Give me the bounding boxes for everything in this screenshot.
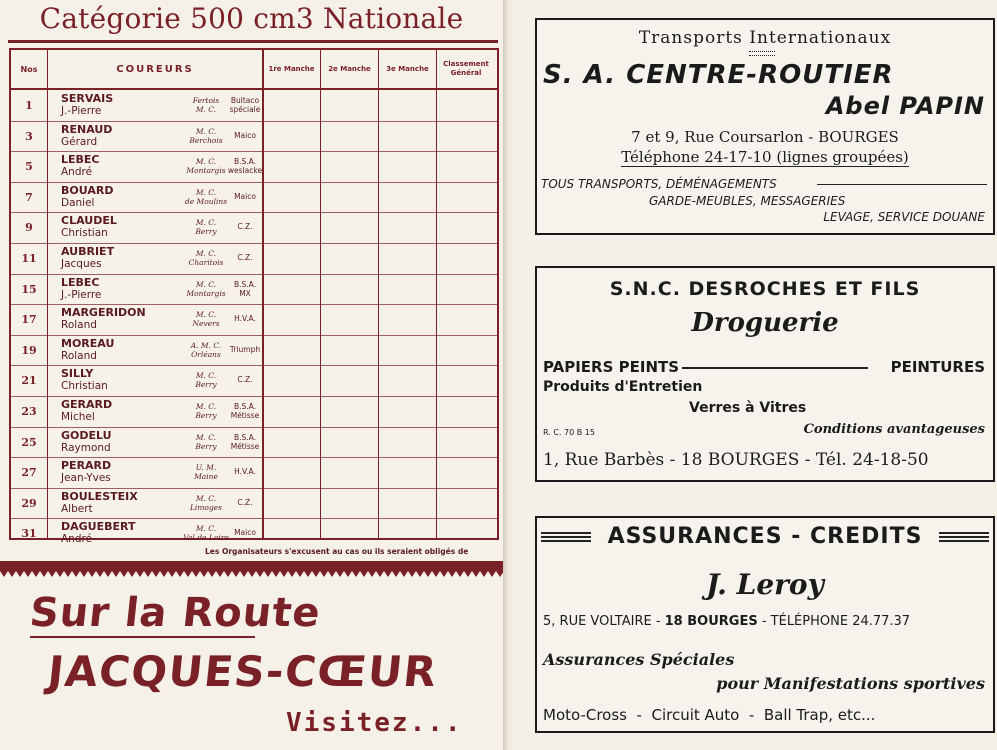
rider-number: 5 (25, 160, 33, 174)
rider-first-name: Daniel (61, 196, 95, 209)
slogan-underline (30, 636, 255, 638)
rider-first-name: Christian (61, 227, 108, 240)
rider-number: 19 (21, 343, 37, 357)
rider-make-line-1: C.Z. (237, 222, 253, 232)
rider-number: 23 (21, 405, 37, 418)
ad-desroches (535, 266, 995, 482)
ad3-special-2: pour Manifestations sportives (716, 674, 985, 693)
rider-make-line-1: C.Z. (237, 253, 253, 262)
rider-number: 17 (21, 313, 37, 327)
row-divider (11, 182, 497, 183)
rider-number: 11 (21, 252, 37, 265)
rider-name: AUBRIET (61, 245, 115, 258)
rider-first-name: J.-Pierre (61, 288, 102, 301)
rider-name: BOUARD (61, 183, 114, 197)
rider-number: 3 (25, 129, 33, 143)
row-divider (11, 396, 497, 397)
rider-name: GODELU (61, 428, 112, 442)
header-manche-3: 3e Manche (386, 65, 429, 73)
rider-make-line-2: Métisse (230, 441, 260, 451)
ad2-produits: Produits d'Entretien (543, 379, 703, 395)
rider-first-name: Roland (61, 319, 97, 332)
column-divider (436, 50, 437, 538)
ad2-rule (682, 367, 868, 369)
ad1-top-line: Transports Internationaux (638, 28, 892, 48)
rider-club-line-2: Montargis (186, 166, 226, 176)
rider-club-line-1: M. C. (195, 371, 217, 381)
column-divider (47, 50, 48, 538)
rider-make-line-2: spéciale (229, 105, 261, 114)
rider-number: 7 (25, 190, 33, 204)
rider-club-line-1: M. C. (195, 218, 217, 228)
rider-number: 15 (21, 282, 37, 296)
ad3-special-1: Assurances Spéciales (543, 650, 735, 669)
rider-club-line-1: M. C. (195, 126, 217, 136)
category-title: Catégorie 500 cm3 Nationale (39, 2, 464, 35)
headline-rule-right (939, 532, 989, 544)
ad2-address: 1, Rue Barbès - 18 BOURGES - Tél. 24-18-50 (543, 450, 929, 470)
rider-name: SERVAIS (61, 92, 114, 105)
row-divider (11, 151, 497, 152)
header-riders: COUREURS (116, 63, 194, 75)
ad2-peintures: PEINTURES (890, 358, 985, 376)
ad1-phone-text: Téléphone 24-17-10 (lignes groupées) (621, 148, 909, 166)
ad2-verres: Verres à Vitres (689, 400, 807, 416)
header-manche-1: 1re Manche (268, 65, 315, 73)
rider-club-line-1: M. C. (195, 249, 217, 258)
rider-make-line-1: B.S.A. (233, 402, 257, 411)
ad3-address-street: 5, RUE VOLTAIRE - (543, 614, 665, 629)
ad3-headline: ASSURANCES - CREDITS (607, 524, 923, 549)
rider-make-line-1: B.S.A. (233, 279, 257, 289)
organizers-note: Les Organisateurs s'excusent au cas ou ils seraient obligés de (205, 547, 469, 556)
row-divider (11, 457, 497, 458)
ad3-address (543, 614, 910, 629)
rider-make-line-2: Métisse (230, 411, 260, 420)
rider-number: 27 (21, 466, 37, 480)
ad2-papiers: PAPIERS PEINTS (543, 358, 680, 376)
row-divider (11, 304, 497, 305)
rider-name: BOULESTEIX (61, 489, 138, 503)
rider-name: SILLY (61, 367, 94, 381)
rider-make-line-1: Maico (234, 528, 256, 538)
rider-name: RENAUD (61, 122, 113, 136)
rider-name: CLAUDEL (61, 214, 117, 228)
rider-name: LEBEC (61, 153, 100, 167)
rider-number: 25 (21, 435, 37, 449)
row-divider (11, 427, 497, 428)
rider-club-line-1: M. C. (195, 493, 217, 503)
rider-first-name: André (61, 533, 93, 546)
rider-first-name: Albert (61, 502, 93, 515)
rider-name: GERARD (61, 398, 113, 411)
ad-centre-routier (535, 18, 995, 235)
rider-club-line-2: Limoges (189, 502, 223, 512)
rider-club-line-2: Val de Loire (183, 533, 229, 543)
slogan-line-2: JACQUES-CŒUR (45, 647, 440, 696)
rider-make-line-1: Bultaco (230, 96, 260, 105)
row-divider (11, 274, 497, 275)
rider-make-line-1: H.V.A. (234, 314, 256, 324)
rider-club-line-2: M. C. (195, 105, 217, 114)
rider-club-line-2: Charitois (188, 258, 224, 267)
rider-club-line-1: M. C. (195, 187, 217, 197)
rider-make-line-1: Maico (234, 130, 256, 140)
ad3-address-phone: - TÉLÉPHONE 24.77.37 (757, 614, 911, 629)
header-classement: Classement Général (443, 60, 489, 77)
slogan-line-3: Visitez... (286, 708, 463, 738)
riders-table (9, 48, 499, 546)
rider-club-line-1: Fertois (192, 96, 220, 105)
ad1-rule (817, 184, 987, 185)
rider-make-line-1: Maico (234, 191, 256, 201)
rider-make-line-1: B.S.A. (233, 432, 257, 442)
rider-name: MARGERIDON (61, 306, 146, 320)
ad1-address: 7 et 9, Rue Coursarlon - BOURGES (631, 128, 899, 146)
row-divider (11, 243, 497, 244)
ad1-phone (537, 148, 993, 166)
rider-number: 9 (25, 221, 33, 235)
row-divider (11, 335, 497, 336)
ad2-trade: Droguerie (691, 308, 839, 338)
rider-club-line-2: Nevers (192, 319, 220, 329)
ad1-company: S. A. CENTRE-ROUTIER (543, 60, 894, 90)
row-divider (11, 212, 497, 213)
rider-first-name: André (61, 166, 93, 179)
rider-club-line-2: Berry (195, 380, 217, 390)
rider-number: 29 (21, 496, 37, 510)
rider-name: LEBEC (61, 275, 100, 289)
rider-make-line-2: weslacke (227, 166, 263, 176)
rider-name: MOREAU (61, 336, 115, 350)
rider-club-line-2: Orléans (191, 349, 221, 359)
rider-first-name: Jacques (61, 258, 102, 270)
ad1-services-2: GARDE-MEUBLES, MESSAGERIES (649, 194, 846, 208)
rider-number: 21 (21, 374, 37, 388)
rider-club-line-1: U. M. (195, 463, 217, 473)
rider-first-name: Gérard (61, 135, 98, 148)
rider-first-name: Jean-Yves (61, 472, 111, 485)
rider-club-line-1: M. C. (195, 279, 217, 289)
ad2-conditions: Conditions avantageuses (803, 422, 985, 437)
rider-club-line-2: de Moulins (184, 196, 228, 206)
ad3-address-city: 18 BOURGES (664, 614, 758, 629)
header-divider (11, 88, 497, 90)
rider-make-line-1: Triumph (229, 344, 261, 354)
title-rule (8, 40, 498, 43)
rider-make-line-1: C.Z. (237, 497, 253, 507)
row-divider (11, 121, 497, 122)
rider-first-name: Raymond (61, 441, 111, 454)
ad3-events: Moto-Cross - Circuit Auto - Ball Trap, etc... (543, 706, 876, 724)
ad2-rc: R. C. 70 B 15 (543, 428, 595, 437)
row-divider (11, 365, 497, 366)
rider-club-line-1: M. C. (195, 157, 217, 167)
rider-club-line-1: M. C. (195, 310, 217, 320)
rider-first-name: Michel (61, 411, 95, 423)
rider-club-line-1: A. M. C. (190, 340, 222, 350)
ornament-icon (749, 51, 775, 56)
rider-club-line-2: Maine (194, 472, 218, 482)
rider-first-name: J.-Pierre (61, 105, 102, 117)
rider-club-line-1: M. C. (195, 524, 217, 534)
ad3-name: J. Leroy (706, 568, 824, 601)
ad2-company: S.N.C. DESROCHES ET FILS (609, 278, 921, 300)
column-divider (320, 50, 321, 538)
right-page (515, 0, 997, 750)
slogan-line-1: Sur la Route (27, 590, 323, 636)
rider-name: PERARD (61, 459, 112, 473)
ad1-services-3: LEVAGE, SERVICE DOUANE (823, 210, 985, 224)
rider-make-line-1: H.V.A. (234, 467, 256, 477)
page-fold (503, 0, 515, 750)
decorative-band (0, 561, 503, 577)
rider-make-line-1: C.Z. (237, 375, 253, 385)
column-divider (378, 50, 379, 538)
rider-club-line-2: Montargis (186, 288, 226, 298)
rider-club-line-1: M. C. (195, 402, 217, 411)
rider-name: DAGUEBERT (61, 520, 136, 534)
rider-club-line-2: Berchois (189, 135, 223, 145)
row-divider (11, 518, 497, 519)
header-num: Nos (20, 64, 38, 74)
row-divider (11, 488, 497, 489)
rider-make-line-1: B.S.A. (233, 157, 257, 167)
rider-number: 31 (21, 527, 37, 541)
rider-number: 1 (25, 99, 33, 112)
ad-leroy (535, 516, 995, 733)
rider-first-name: Christian (61, 380, 108, 393)
rider-make-line-2: MX (239, 288, 251, 298)
rider-club-line-2: Berry (195, 411, 217, 420)
ad1-services-1: TOUS TRANSPORTS, DÉMÉNAGEMENTS (541, 177, 777, 191)
rider-club-line-2: Berry (195, 227, 217, 237)
header-manche-2: 2e Manche (328, 65, 371, 73)
rider-first-name: Roland (61, 349, 97, 362)
rider-club-line-2: Berry (195, 441, 217, 451)
ad1-owner: Abel PAPIN (825, 92, 985, 120)
rider-club-line-1: M. C. (195, 432, 217, 442)
